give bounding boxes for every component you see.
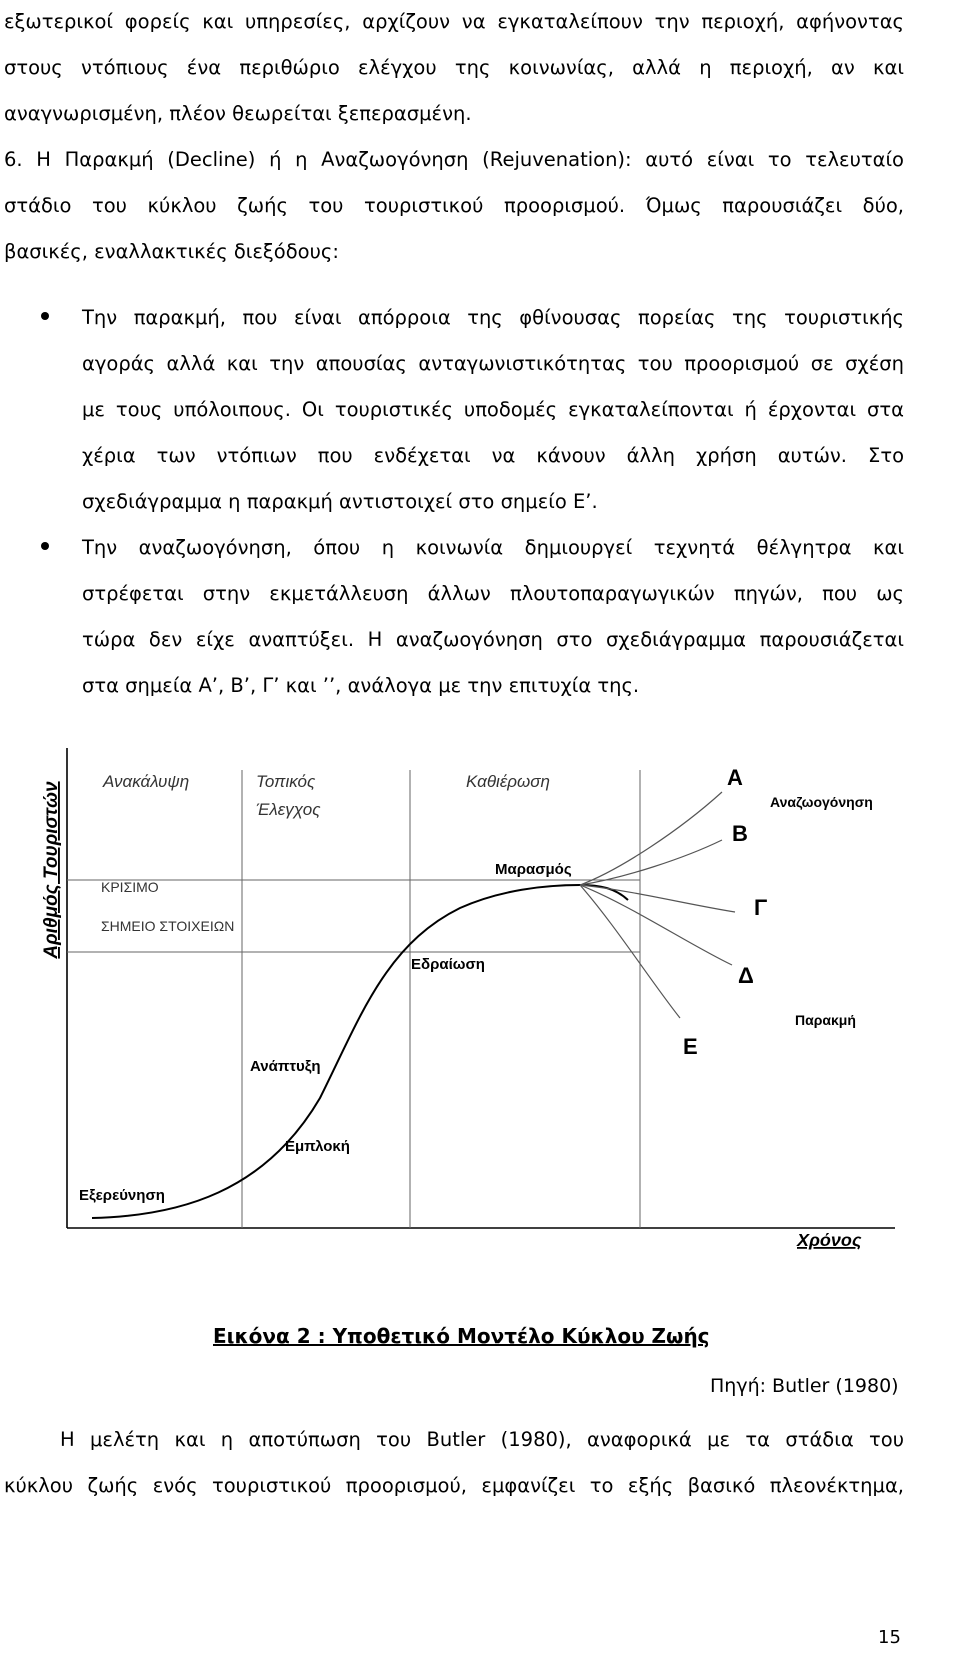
life-cycle-diagram xyxy=(0,740,960,1270)
branch-curve-g xyxy=(580,885,735,912)
decline-label: Παρακμή xyxy=(795,1012,856,1028)
branch-label-d: Δ xyxy=(738,963,754,988)
figure-caption: Εικόνα 2 : Υποθετικό Μοντέλο Κύκλου Ζωής xyxy=(213,1324,710,1348)
bullet-line: σχεδιάγραμμα η παρακμή αντιστοιχεί στο σημείο Ε’. xyxy=(82,490,598,513)
branch-label-a: Α xyxy=(727,765,743,790)
bullet-marker xyxy=(41,312,49,320)
critical-label: ΚΡΙΣΙΜΟ xyxy=(101,879,159,895)
stage-label-development: Ανάπτυξη xyxy=(250,1058,321,1075)
y-axis-label: Αριθμός Τουριστών xyxy=(41,781,62,959)
bullet-line: Την αναζωογόνηση, όπου η κοινωνία δημιουργεί τεχνητά θέλγητρα και xyxy=(82,536,904,559)
branch-label-e: Ε xyxy=(683,1034,698,1059)
rejuvenation-label: Αναζωογόνηση xyxy=(770,794,873,810)
page-number: 15 xyxy=(878,1627,901,1648)
bullet-marker xyxy=(41,542,49,550)
stage-label-consolidation: Εδραίωση xyxy=(411,956,485,973)
life-cycle-curve xyxy=(92,885,628,1218)
stage-label-discovery: Ανακάλυψη xyxy=(103,772,190,791)
paragraph-line: στους ντόπιους ένα περιθώριο ελέγχου της κοινωνίας, αλλά η περιοχή, αν και xyxy=(4,56,904,79)
stage-label-institutionalism: Καθιέρωση xyxy=(466,772,550,791)
bullet-line: Την παρακμή, που είναι απόρροια της φθίνουσας πορείας της τουριστικής xyxy=(82,306,904,329)
paragraph-line: στάδιο του κύκλου ζωής του τουριστικού προορισμού. Όμως παρουσιάζει δύο, xyxy=(4,194,904,217)
x-axis-label: Χρόνος xyxy=(797,1230,862,1250)
paragraph-line: βασικές, εναλλακτικές διεξόδους: xyxy=(4,240,339,263)
paragraph-line: κύκλου ζωής ενός τουριστικού προορισμού, εμφανίζει το εξής βασικό πλεονέκτημα, xyxy=(4,1474,904,1497)
bullet-line: στρέφεται στην εκμετάλλευση άλλων πλουτοπαραγωγικών πηγών, που ως xyxy=(82,582,904,605)
branch-curve-a xyxy=(580,792,722,885)
stage-label-exploration: Εξερεύνηση xyxy=(79,1187,165,1204)
critical-label: ΣΗΜΕΙΟ ΣΤΟΙΧΕΙΩΝ xyxy=(101,918,235,934)
bullet-line: στα σημεία Α’, Β’, Γ’ και ’’, ανάλογα με την επιτυχία της. xyxy=(82,674,640,697)
bullet-line: τώρα δεν είχε αναπτύξει. Η αναζωογόνηση στο σχεδιάγραμμα παρουσιάζεται xyxy=(82,628,904,651)
bullet-line: με τους υπόλοιπους. Οι τουριστικές υποδομές εγκαταλείπονται ή έρχονται στα xyxy=(82,398,904,421)
paragraph-line: 6. Η Παρακμή (Decline) ή η Αναζωογόνηση (Rejuvenation): αυτό είναι το τελευταίο xyxy=(4,148,904,171)
figure-source: Πηγή: Butler (1980) xyxy=(710,1375,899,1397)
stage-label-involvement: Εμπλοκή xyxy=(285,1138,350,1155)
bullet-line: αγοράς αλλά και την απουσίας ανταγωνιστικότητας του προορισμού σε σχέση xyxy=(82,352,904,375)
paragraph-line: εξωτερικοί φορείς και υπηρεσίες, αρχίζουν να εγκαταλείπουν την περιοχή, αφήνοντας xyxy=(4,10,904,33)
stage-label-stagnation: Μαρασμός xyxy=(495,861,572,878)
stage-label-local-control: Έλεγχος xyxy=(256,800,321,819)
stage-label-local-control: Τοπικός xyxy=(256,772,316,791)
paragraph-line: Η μελέτη και η αποτύπωση του Butler (1980), αναφορικά με τα στάδια του xyxy=(60,1428,904,1451)
branch-label-b: Β xyxy=(732,821,748,846)
branch-label-g: Γ xyxy=(754,895,768,920)
paragraph-line: αναγνωρισμένη, πλέον θεωρείται ξεπερασμένη. xyxy=(4,102,472,125)
bullet-line: χέρια των ντόπιων που ενδέχεται να κάνουν άλλη χρήση αυτών. Στο xyxy=(82,444,904,467)
